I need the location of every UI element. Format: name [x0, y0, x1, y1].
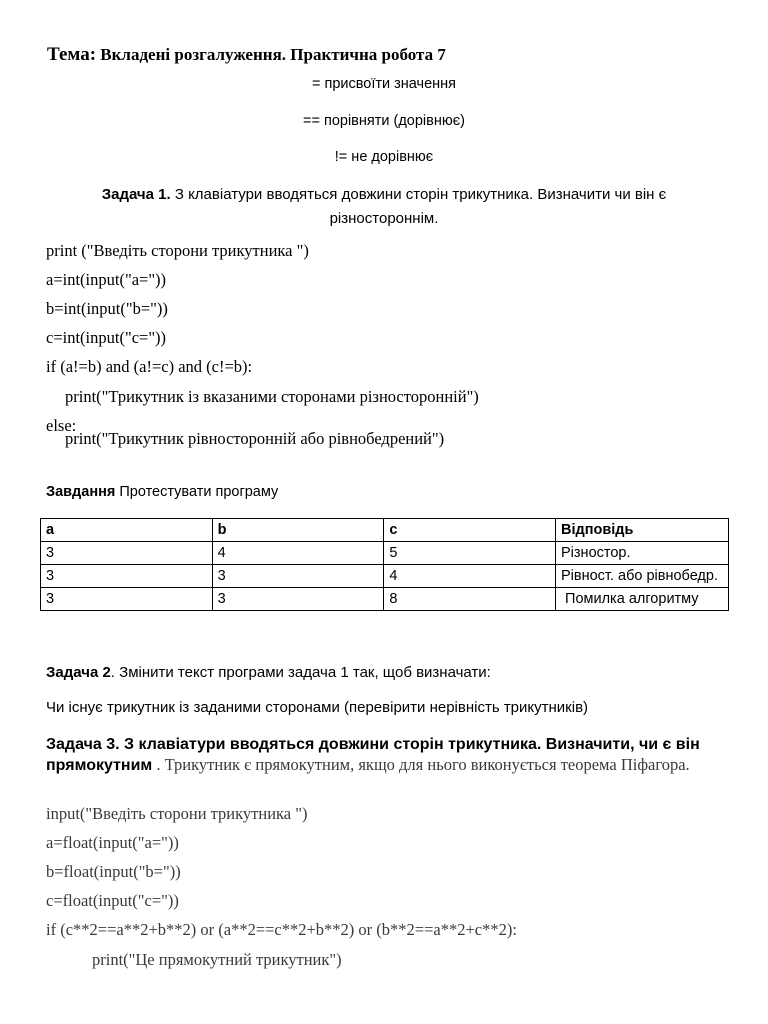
table-cell: 4: [384, 565, 556, 588]
task2-text: . Змінити текст програми задача 1 так, щоб визначати:: [110, 664, 491, 681]
code1-line: b=int(input("b=")): [46, 299, 168, 318]
operator-not-equal: != не дорівнює: [334, 149, 434, 165]
table-cell: 4: [212, 542, 384, 565]
table-cell: 3: [212, 588, 384, 611]
table-cell: 3: [41, 565, 213, 588]
code1-line: print ("Введіть сторони трикутника "): [46, 241, 309, 260]
task2-label: Задача 2: [46, 664, 111, 681]
table-cell: 3: [41, 588, 213, 611]
table-cell: 3: [212, 565, 384, 588]
title-lead: Тема:: [47, 44, 97, 65]
code1-line: print("Трикутник із вказаними сторонами різносторонній"): [65, 387, 479, 406]
table-cell: Рівност. або рівнобедр.: [556, 565, 729, 588]
code3-line: print("Це прямокутний трикутник"): [92, 950, 342, 969]
code3-line: a=float(input("a=")): [46, 833, 179, 852]
table-row: [41, 542, 729, 565]
task2-line2: Чи існує трикутник із заданими сторонами (перевірити нерівність трикутників): [46, 699, 589, 716]
code1-line: print("Трикутник рівносторонній або рівнобедрений"): [65, 429, 445, 448]
table-cell: 8: [384, 588, 556, 611]
table-header-cell: c: [384, 519, 556, 542]
test-table: [40, 518, 729, 611]
code1-line: a=int(input("a=")): [46, 270, 167, 289]
table-row: [41, 588, 729, 611]
page-title: [47, 44, 446, 66]
table-header-cell: Відповідь: [556, 519, 729, 542]
code3-line: if (c**2==a**2+b**2) or (a**2==c**2+b**2) or (b**2==a**2+c**2):: [46, 920, 517, 939]
assignment-statement: [46, 484, 278, 500]
task3-rest: . Трикутник є прямокутним, якщо для нього виконується теорема Піфагора.: [152, 755, 690, 774]
table-header-cell: b: [212, 519, 384, 542]
task1-label: Задача 1.: [101, 186, 171, 203]
table-row: [41, 565, 729, 588]
table-cell: 3: [41, 542, 213, 565]
operator-compare: == порівняти (дорівнює): [303, 113, 465, 129]
code3-line: b=float(input("b=")): [46, 862, 181, 881]
task3-label: Задача 3.: [46, 736, 120, 753]
task1-text: З клавіатури вводяться довжини сторін трикутника. Визначити чи він є різностороннім.: [174, 186, 667, 227]
task1-statement: [60, 183, 708, 231]
task3-statement: [46, 735, 726, 776]
assignment-label: Завдання: [46, 484, 116, 500]
code1-line: c=int(input("c=")): [46, 328, 167, 347]
table-cell: 5: [384, 542, 556, 565]
table-cell: Помилка алгоритму: [556, 588, 729, 611]
title-text: Вкладені розгалуження. Практична робота 7: [100, 45, 446, 64]
table-cell: Різностор.: [556, 542, 729, 565]
code1-line: if (a!=b) and (a!=c) and (c!=b):: [46, 357, 253, 376]
assignment-text: Протестувати програму: [119, 484, 279, 500]
code3-line: input("Введіть сторони трикутника "): [46, 804, 308, 823]
operator-assign: = присвоїти значення: [311, 76, 457, 92]
table-header-row: [41, 519, 729, 542]
code1-line: else:: [46, 416, 77, 435]
task2-statement: [46, 664, 491, 681]
table-header-cell: a: [41, 519, 213, 542]
code3-line: c=float(input("c=")): [46, 891, 179, 910]
task3-bold-text: З клавіатури вводяться довжини сторін трикутника. Визначити, чи є він прямокутним: [46, 736, 700, 774]
